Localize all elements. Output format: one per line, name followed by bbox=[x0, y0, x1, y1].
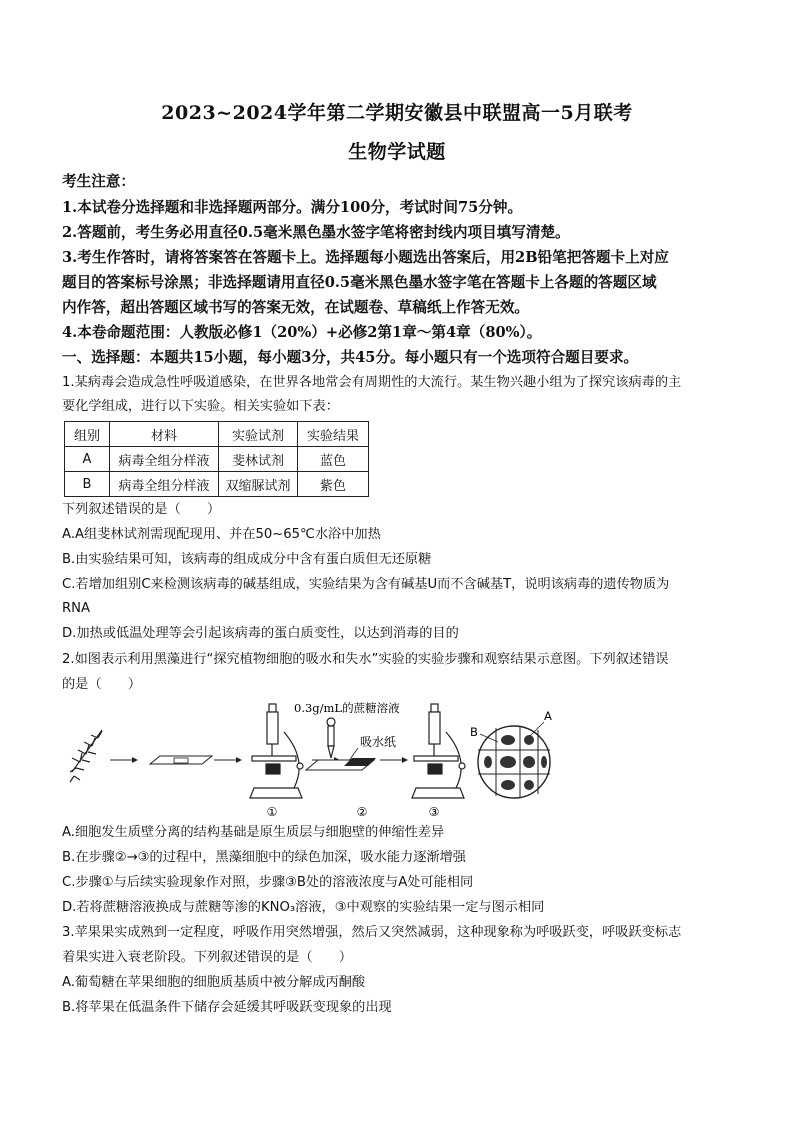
table-cell: B bbox=[65, 472, 110, 497]
notice-item: 3.考生作答时，请将答案答在答题卡上。选择题每小题选出答案后，用2B铅笔把答题卡上对应 bbox=[62, 249, 669, 266]
microscope-icon bbox=[412, 704, 465, 798]
q2-option-b: B.在步骤②→③的过程中，黑藻细胞中的绿色加深，吸水能力逐渐增强 bbox=[62, 850, 466, 865]
section-heading: 一、选择题：本题共15小题，每小题3分，共45分。每小题只有一个选项符合题目要求。 bbox=[62, 349, 639, 366]
table-cell: 病毒全组分样液 bbox=[110, 472, 219, 497]
q1-option-c: C.若增加组别C来检测该病毒的碱基组成，实验结果为含有碱基U而不含碱基T，说明该病毒的遗传物质为 bbox=[62, 577, 670, 592]
notice-item: 2.答题前，考生务必用直径0.5毫米黑色墨水签字笔将密封线内项目填写清楚。 bbox=[62, 224, 570, 241]
step-2-label: ② bbox=[356, 805, 368, 819]
exam-subject: 生物学试题 bbox=[348, 141, 446, 163]
notice-item: 题目的答案标号涂黑；非选择题请用直径0.5毫米黑色墨水签字笔在答题卡上各题的答题区域 bbox=[62, 274, 657, 291]
table-cell: 蓝色 bbox=[298, 447, 369, 472]
notice-item: 1.本试卷分选择题和非选择题两部分。满分100分，考试时间75分钟。 bbox=[62, 199, 523, 216]
q1-option-c-cont: RNA bbox=[62, 601, 91, 616]
q2-option-a: A.细胞发生质壁分离的结构基础是原生质层与细胞壁的伸缩性差异 bbox=[62, 825, 445, 840]
notice-heading: 考生注意： bbox=[62, 173, 135, 190]
table-cell: 紫色 bbox=[298, 472, 369, 497]
q2-stem: 的是（ ） bbox=[62, 677, 142, 692]
q1-option-d: D.加热或低温处理等会引起该病毒的蛋白质变性，以达到消毒的目的 bbox=[62, 626, 459, 641]
q2-option-c: C.步骤①与后续实验现象作对照，步骤③B处的溶液浓度与A处可能相同 bbox=[62, 875, 474, 890]
q1-option-b: B.由实验结果可知，该病毒的组成成分中含有蛋白质但无还原糖 bbox=[62, 552, 432, 567]
absorbent-paper-icon bbox=[344, 758, 376, 766]
q2-option-d: D.若将蔗糖溶液换成与蔗糖等渗的KNO₃溶液，③中观察的实验结果一定与图示相同 bbox=[62, 900, 545, 915]
elodea-plant-icon bbox=[70, 730, 102, 782]
q1-table bbox=[64, 421, 369, 497]
exam-title: 2023~2024学年第二学期安徽县中联盟高一5月联考 bbox=[161, 102, 633, 124]
table-header-cell: 实验结果 bbox=[298, 422, 369, 447]
q2-stem: 2.如图表示利用黑藻进行“探究植物细胞的吸水和失水”实验的实验步骤和观察结果示意图。下列叙述错误 bbox=[62, 652, 669, 667]
table-header-cell: 材料 bbox=[110, 422, 219, 447]
q2-experiment-figure bbox=[62, 700, 552, 820]
q3-stem: 着果实进入衰老阶段。下列叙述错误的是（ ） bbox=[62, 950, 353, 965]
microscope-icon bbox=[250, 704, 303, 798]
q3-option-a: A.葡萄糖在苹果细胞的细胞质基质中被分解成丙酮酸 bbox=[62, 975, 366, 990]
dropper-icon bbox=[327, 718, 335, 758]
q1-option-a: A.A组斐林试剂需现配现用、并在50~65℃水浴中加热 bbox=[62, 527, 381, 542]
table-row bbox=[65, 447, 369, 472]
sucrose-solution-label: 0.3g/mL的蔗糖溶液 bbox=[294, 701, 400, 715]
cell-view-icon bbox=[478, 726, 550, 798]
q1-stem: 1.某病毒会造成急性呼吸道感染，在世界各地常会有周期性的大流行。某生物兴趣小组为了探究该病毒的主 bbox=[62, 375, 682, 390]
q3-option-b: B.将苹果在低温条件下储存会延缓其呼吸跃变现象的出现 bbox=[62, 1000, 392, 1015]
table-cell: 病毒全组分样液 bbox=[110, 447, 219, 472]
notice-item: 4.本卷命题范围：人教版必修1（20%）+必修2第1章～第4章（80%）。 bbox=[62, 324, 542, 341]
q1-stem: 要化学组成，进行以下实验。相关实验如下表： bbox=[62, 399, 339, 414]
table-cell: A bbox=[65, 447, 110, 472]
absorbent-paper-label: 吸水纸 bbox=[360, 735, 397, 749]
step-1-label: ① bbox=[266, 805, 278, 819]
q3-stem: 3.苹果果实成熟到一定程度，呼吸作用突然增强，然后又突然减弱，这种现象称为呼吸跃变，呼吸跃变标志 bbox=[62, 925, 682, 940]
table-row bbox=[65, 472, 369, 497]
table-header-cell: 组别 bbox=[65, 422, 110, 447]
notice-item: 内作答，超出答题区域书写的答案无效，在试题卷、草稿纸上作答无效。 bbox=[62, 299, 530, 316]
table-header-row bbox=[65, 422, 369, 447]
step-3-label: ③ bbox=[428, 805, 440, 819]
q1-prompt: 下列叙述错误的是（ ） bbox=[62, 502, 221, 517]
label-b: B bbox=[470, 725, 478, 739]
label-a: A bbox=[544, 709, 552, 723]
table-cell: 斐林试剂 bbox=[219, 447, 298, 472]
table-cell: 双缩脲试剂 bbox=[219, 472, 298, 497]
table-header-cell: 实验试剂 bbox=[219, 422, 298, 447]
